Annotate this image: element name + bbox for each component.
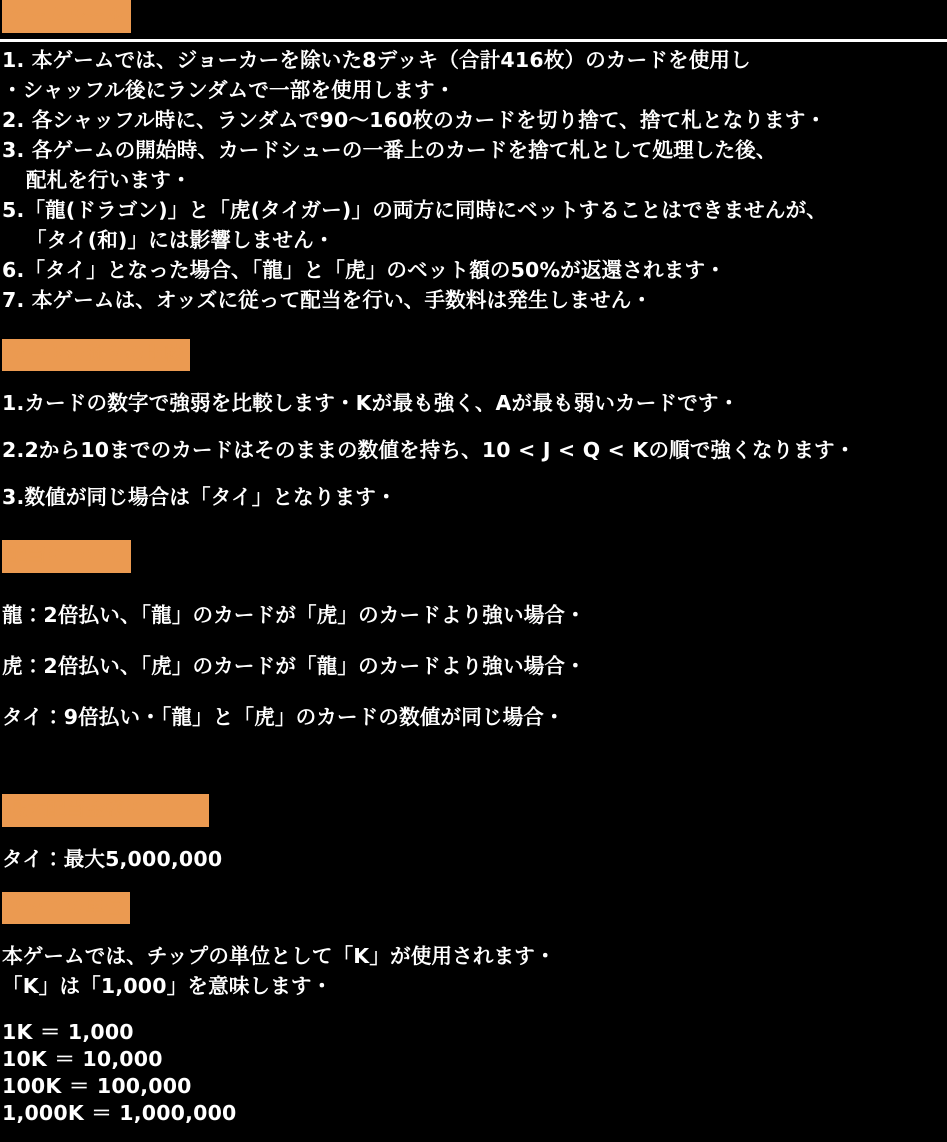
game-rules-heading-label: ゲームルール (2, 0, 131, 33)
chip-units-heading-label: チップの単位 (2, 892, 130, 925)
section-heading-payouts (0, 540, 947, 573)
card-ranking-heading-label: カードの強さの比較 (2, 339, 190, 372)
payout-line: タイ：9倍払い・「龍」と「虎」のカードの数値が同じ場合・ (2, 705, 565, 730)
game-rule-line: 配札を行います・ (26, 167, 192, 192)
section-heading-chip-units (0, 892, 947, 925)
game-rule-line: 「タイ(和)」には影響しません・ (26, 228, 335, 253)
payouts-heading-label: 配当について (2, 540, 131, 573)
max-payout-line: タイ：最大5,000,000 (2, 846, 223, 871)
chip-conversion-line: 1K ＝ 1,000 (2, 1019, 134, 1044)
section-heading-card-ranking (0, 339, 947, 372)
section-heading-game-rules (0, 0, 947, 33)
payouts-list (0, 601, 947, 732)
chip-units-line: 本ゲームでは、チップの単位として「K」が使用されます・ (2, 944, 556, 969)
payout-line: 虎：2倍払い、「虎」のカードが「龍」のカードより強い場合・ (2, 654, 586, 679)
game-rule-line: 1. 本ゲームでは、ジョーカーを除いた8デッキ（合計416枚）のカードを使用し (2, 47, 751, 72)
card-ranking-line: 2.2から10までのカードはそのままの数値を持ち、10 < J < Q < Kの順で強くなります・ (2, 438, 856, 463)
game-rule-line: 2. 各シャッフル時に、ランダムで90〜160枚のカードを切り捨て、捨て札となります・ (2, 107, 827, 132)
card-ranking-line: 1.カードの数字で強弱を比較します・Kが最も強く、Aが最も弱いカードです・ (2, 391, 740, 416)
game-rule-line: 7. 本ゲームは、オッズに従って配当を行い、手数料は発生しません・ (2, 288, 653, 313)
chip-conversion-line: 10K ＝ 10,000 (2, 1046, 163, 1071)
game-rule-line: ・シャッフル後にランダムで一部を使用します・ (2, 77, 456, 102)
game-rules-list (0, 46, 947, 316)
header-divider (0, 39, 947, 42)
max-payout-list (0, 845, 947, 874)
max-payout-heading-label: 最大配当金額について (2, 794, 209, 827)
chip-conversion-list (0, 1019, 947, 1128)
card-ranking-line: 3.数値が同じ場合は「タイ」となります・ (2, 485, 397, 510)
chip-units-description (0, 942, 947, 1000)
game-rule-line: 3. 各ゲームの開始時、カードシューの一番上のカードを捨て札として処理した後、 (2, 137, 777, 162)
payout-line: 龍：2倍払い、「龍」のカードが「虎」のカードより強い場合・ (2, 602, 586, 627)
chip-units-line: 「K」は「1,000」を意味します・ (2, 973, 333, 998)
game-rule-line: 5.「龍(ドラゴン)」と「虎(タイガー)」の両方に同時にベットすることはできませんが、 (2, 198, 827, 223)
section-heading-max-payout (0, 794, 947, 827)
game-rule-line: 6.「タイ」となった場合、「龍」と「虎」のベット額の50%が返還されます・ (2, 258, 726, 283)
chip-conversion-line: 100K ＝ 100,000 (2, 1074, 192, 1099)
card-ranking-list (0, 389, 947, 512)
chip-conversion-line: 1,000K ＝ 1,000,000 (2, 1101, 237, 1126)
